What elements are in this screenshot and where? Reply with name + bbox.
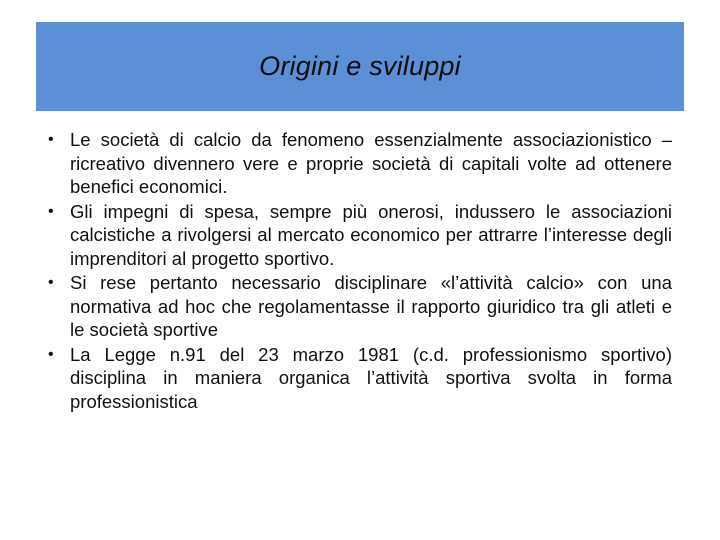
bullet-icon: • bbox=[48, 131, 54, 148]
bullet-icon: • bbox=[48, 345, 54, 363]
bullet-icon: • bbox=[48, 274, 54, 291]
bullet-item bbox=[48, 343, 672, 414]
bullet-text: Si rese pertanto necessario disciplinare «l’attività calcio» con una normativa ad hoc che regolamentasse il rapporto giuridico tra gli atleti e le società sportive bbox=[70, 272, 672, 340]
bullet-text: La Legge n.91 del 23 marzo 1981 (c.d. professionismo sportivo) disciplina in maniera organica l’attività sportiva svolta in forma professionistica bbox=[70, 343, 672, 412]
bullet-text: Gli impegni di spesa, sempre più onerosi, indussero le associazioni calcistiche a rivolgersi al mercato economico per attrarre l’interesse degli imprenditori al progetto sportivo. bbox=[70, 200, 672, 269]
bullet-list bbox=[48, 128, 672, 413]
bullet-icon: • bbox=[48, 202, 54, 220]
bullet-item bbox=[48, 128, 672, 199]
bullet-item bbox=[48, 271, 672, 342]
bullet-item bbox=[48, 200, 672, 271]
slide-title: Origini e sviluppi bbox=[259, 51, 461, 81]
title-band bbox=[36, 22, 684, 111]
bullet-text: Le società di calcio da fenomeno essenzialmente associazionistico – ricreativo divennero vere e proprie società di capitali volte ad ottenere benefici economici. bbox=[70, 129, 672, 197]
slide-content bbox=[48, 128, 672, 414]
